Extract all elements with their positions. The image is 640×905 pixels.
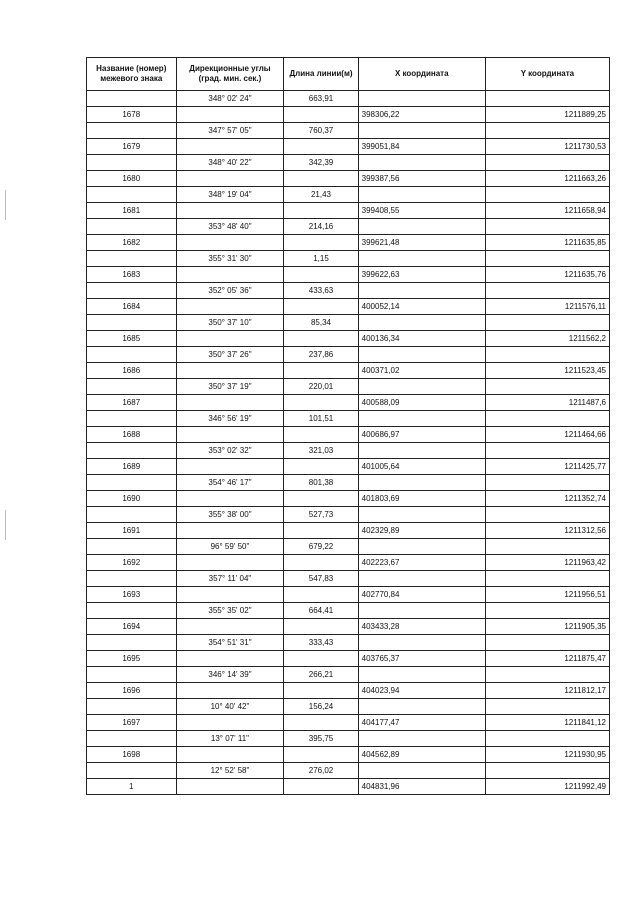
point-row — [87, 715, 610, 731]
y-coordinate: 1211930,95 — [485, 747, 609, 763]
length-cell — [284, 427, 358, 443]
angle-cell — [176, 587, 284, 603]
x-cell — [358, 443, 485, 459]
x-cell — [358, 283, 485, 299]
line-length: 527,73 — [284, 507, 358, 523]
point-row — [87, 427, 610, 443]
direction-angle: 355° 35' 02" — [176, 603, 284, 619]
point-mark: 1679 — [87, 139, 177, 155]
length-cell — [284, 651, 358, 667]
y-coordinate: 1211464,66 — [485, 427, 609, 443]
line-length: 342,39 — [284, 155, 358, 171]
point-row — [87, 587, 610, 603]
x-coordinate: 403765,37 — [358, 651, 485, 667]
y-coordinate: 1211658,94 — [485, 203, 609, 219]
mark-cell — [87, 187, 177, 203]
length-cell — [284, 683, 358, 699]
segment-row — [87, 315, 610, 331]
x-coordinate: 401005,64 — [358, 459, 485, 475]
length-cell — [284, 299, 358, 315]
direction-angle: 350° 37' 10" — [176, 315, 284, 331]
angle-cell — [176, 107, 284, 123]
point-mark: 1693 — [87, 587, 177, 603]
x-cell — [358, 763, 485, 779]
x-coordinate: 400052,14 — [358, 299, 485, 315]
length-cell — [284, 267, 358, 283]
y-cell — [485, 443, 609, 459]
point-row — [87, 395, 610, 411]
y-coordinate: 1211841,12 — [485, 715, 609, 731]
line-length: 760,37 — [284, 123, 358, 139]
point-row — [87, 747, 610, 763]
y-coordinate: 1211875,47 — [485, 651, 609, 667]
mark-cell — [87, 539, 177, 555]
x-coordinate: 400371,02 — [358, 363, 485, 379]
segment-row — [87, 731, 610, 747]
mark-cell — [87, 571, 177, 587]
line-length: 433,63 — [284, 283, 358, 299]
x-cell — [358, 571, 485, 587]
table-body — [87, 91, 610, 795]
angle-cell — [176, 779, 284, 795]
mark-cell — [87, 219, 177, 235]
direction-angle: 348° 19' 04" — [176, 187, 284, 203]
x-coordinate: 404023,94 — [358, 683, 485, 699]
segment-row — [87, 635, 610, 651]
mark-cell — [87, 155, 177, 171]
direction-angle: 353° 48' 40" — [176, 219, 284, 235]
line-length: 801,38 — [284, 475, 358, 491]
table-header — [87, 58, 610, 91]
point-row — [87, 491, 610, 507]
y-coordinate: 1211635,76 — [485, 267, 609, 283]
x-cell — [358, 699, 485, 715]
length-cell — [284, 747, 358, 763]
x-cell — [358, 251, 485, 267]
point-row — [87, 555, 610, 571]
y-cell — [485, 123, 609, 139]
x-coordinate: 404831,96 — [358, 779, 485, 795]
segment-row — [87, 187, 610, 203]
direction-angle: 10° 40' 42" — [176, 699, 284, 715]
x-cell — [358, 347, 485, 363]
direction-angle: 353° 02' 32" — [176, 443, 284, 459]
y-cell — [485, 699, 609, 715]
x-coordinate: 399408,55 — [358, 203, 485, 219]
segment-row — [87, 123, 610, 139]
y-cell — [485, 91, 609, 107]
scan-mark — [5, 190, 6, 220]
x-coordinate: 404177,47 — [358, 715, 485, 731]
direction-angle: 348° 40' 22" — [176, 155, 284, 171]
x-cell — [358, 475, 485, 491]
x-cell — [358, 123, 485, 139]
y-coordinate: 1211487,6 — [485, 395, 609, 411]
y-cell — [485, 475, 609, 491]
mark-cell — [87, 379, 177, 395]
header-x: X координата — [358, 58, 485, 91]
angle-cell — [176, 619, 284, 635]
line-length: 214,16 — [284, 219, 358, 235]
mark-cell — [87, 443, 177, 459]
angle-cell — [176, 331, 284, 347]
length-cell — [284, 171, 358, 187]
segment-row — [87, 443, 610, 459]
segment-row — [87, 571, 610, 587]
point-row — [87, 107, 610, 123]
y-coordinate: 1211812,17 — [485, 683, 609, 699]
y-coordinate: 1211663,26 — [485, 171, 609, 187]
segment-row — [87, 699, 610, 715]
direction-angle: 347° 57' 05" — [176, 123, 284, 139]
line-length: 547,83 — [284, 571, 358, 587]
direction-angle: 13° 07' 11" — [176, 731, 284, 747]
angle-cell — [176, 171, 284, 187]
line-length: 664,41 — [284, 603, 358, 619]
segment-row — [87, 251, 610, 267]
angle-cell — [176, 235, 284, 251]
x-coordinate: 402329,89 — [358, 523, 485, 539]
segment-row — [87, 411, 610, 427]
length-cell — [284, 523, 358, 539]
length-cell — [284, 331, 358, 347]
point-row — [87, 299, 610, 315]
mark-cell — [87, 123, 177, 139]
point-mark: 1683 — [87, 267, 177, 283]
point-row — [87, 779, 610, 795]
segment-row — [87, 475, 610, 491]
y-cell — [485, 187, 609, 203]
angle-cell — [176, 139, 284, 155]
point-mark: 1 — [87, 779, 177, 795]
mark-cell — [87, 251, 177, 267]
point-mark: 1680 — [87, 171, 177, 187]
segment-row — [87, 283, 610, 299]
line-length: 679,22 — [284, 539, 358, 555]
point-row — [87, 459, 610, 475]
x-cell — [358, 731, 485, 747]
angle-cell — [176, 715, 284, 731]
angle-cell — [176, 427, 284, 443]
mark-cell — [87, 635, 177, 651]
boundary-points-table — [86, 57, 610, 795]
x-coordinate: 402223,67 — [358, 555, 485, 571]
y-cell — [485, 539, 609, 555]
y-coordinate: 1211635,85 — [485, 235, 609, 251]
point-mark: 1686 — [87, 363, 177, 379]
y-cell — [485, 411, 609, 427]
angle-cell — [176, 747, 284, 763]
length-cell — [284, 139, 358, 155]
x-coordinate: 400686,97 — [358, 427, 485, 443]
y-coordinate: 1211562,2 — [485, 331, 609, 347]
y-coordinate: 1211312,56 — [485, 523, 609, 539]
y-cell — [485, 379, 609, 395]
point-row — [87, 267, 610, 283]
point-mark: 1687 — [87, 395, 177, 411]
y-coordinate: 1211523,45 — [485, 363, 609, 379]
point-row — [87, 651, 610, 667]
header-mark: Название (номер) межевого знака — [87, 58, 177, 91]
x-coordinate: 400136,34 — [358, 331, 485, 347]
angle-cell — [176, 459, 284, 475]
angle-cell — [176, 299, 284, 315]
point-mark: 1684 — [87, 299, 177, 315]
point-mark: 1682 — [87, 235, 177, 251]
point-mark: 1689 — [87, 459, 177, 475]
mark-cell — [87, 347, 177, 363]
direction-angle: 352° 05' 36" — [176, 283, 284, 299]
y-cell — [485, 731, 609, 747]
point-row — [87, 203, 610, 219]
x-coordinate: 402770,84 — [358, 587, 485, 603]
y-coordinate: 1211576,11 — [485, 299, 609, 315]
segment-row — [87, 667, 610, 683]
x-coordinate: 399387,56 — [358, 171, 485, 187]
direction-angle: 355° 31' 30" — [176, 251, 284, 267]
direction-angle: 346° 56' 19" — [176, 411, 284, 427]
x-cell — [358, 603, 485, 619]
y-coordinate: 1211425,77 — [485, 459, 609, 475]
point-row — [87, 363, 610, 379]
angle-cell — [176, 651, 284, 667]
direction-angle: 12° 52' 58" — [176, 763, 284, 779]
segment-row — [87, 763, 610, 779]
x-cell — [358, 315, 485, 331]
point-mark: 1698 — [87, 747, 177, 763]
point-row — [87, 171, 610, 187]
x-cell — [358, 507, 485, 523]
point-mark: 1690 — [87, 491, 177, 507]
mark-cell — [87, 699, 177, 715]
point-mark: 1678 — [87, 107, 177, 123]
length-cell — [284, 587, 358, 603]
length-cell — [284, 107, 358, 123]
angle-cell: 348° 02' 24" — [176, 91, 284, 107]
mark-cell — [87, 731, 177, 747]
line-length: 333,43 — [284, 635, 358, 651]
header-length: Длина линии(м) — [284, 58, 358, 91]
point-mark: 1695 — [87, 651, 177, 667]
segment-row — [87, 379, 610, 395]
y-cell — [485, 635, 609, 651]
line-length: 395,75 — [284, 731, 358, 747]
segment-row — [87, 539, 610, 555]
header-angle: Дирекционные углы (град. мин. сек.) — [176, 58, 284, 91]
direction-angle: 350° 37' 19" — [176, 379, 284, 395]
angle-cell — [176, 683, 284, 699]
x-cell — [358, 187, 485, 203]
x-cell — [358, 411, 485, 427]
x-coordinate: 400588,09 — [358, 395, 485, 411]
x-cell — [358, 219, 485, 235]
length-cell — [284, 363, 358, 379]
point-mark: 1697 — [87, 715, 177, 731]
x-coordinate: 399051,84 — [358, 139, 485, 155]
mark-cell — [87, 315, 177, 331]
line-length: 220,01 — [284, 379, 358, 395]
y-cell — [485, 347, 609, 363]
mark-cell — [87, 91, 177, 107]
segment-row — [87, 219, 610, 235]
x-coordinate: 398306,22 — [358, 107, 485, 123]
length-cell — [284, 395, 358, 411]
line-length: 321,03 — [284, 443, 358, 459]
mark-cell — [87, 667, 177, 683]
scan-mark — [5, 510, 6, 540]
y-cell — [485, 315, 609, 331]
point-mark: 1681 — [87, 203, 177, 219]
y-cell — [485, 219, 609, 235]
x-cell — [358, 155, 485, 171]
segment-row — [87, 603, 610, 619]
y-coordinate: 1211992,49 — [485, 779, 609, 795]
y-coordinate: 1211963,42 — [485, 555, 609, 571]
y-cell — [485, 507, 609, 523]
point-row — [87, 235, 610, 251]
y-cell — [485, 603, 609, 619]
header-row — [87, 58, 610, 91]
angle-cell — [176, 555, 284, 571]
x-coordinate: 404562,89 — [358, 747, 485, 763]
y-coordinate: 1211352,74 — [485, 491, 609, 507]
direction-angle: 357° 11' 04" — [176, 571, 284, 587]
mark-cell — [87, 411, 177, 427]
y-cell — [485, 571, 609, 587]
x-cell — [358, 667, 485, 683]
y-cell — [485, 667, 609, 683]
point-mark: 1685 — [87, 331, 177, 347]
length-cell: 663,91 — [284, 91, 358, 107]
point-mark: 1694 — [87, 619, 177, 635]
line-length: 101,51 — [284, 411, 358, 427]
line-length: 266,21 — [284, 667, 358, 683]
length-cell — [284, 779, 358, 795]
y-coordinate: 1211889,25 — [485, 107, 609, 123]
line-length: 237,86 — [284, 347, 358, 363]
x-coordinate: 401803,69 — [358, 491, 485, 507]
segment-row — [87, 507, 610, 523]
direction-angle: 354° 51' 31" — [176, 635, 284, 651]
y-cell — [485, 763, 609, 779]
line-length: 156,24 — [284, 699, 358, 715]
point-row — [87, 331, 610, 347]
point-mark: 1688 — [87, 427, 177, 443]
y-coordinate: 1211730,53 — [485, 139, 609, 155]
direction-angle: 355° 38' 00" — [176, 507, 284, 523]
mark-cell — [87, 763, 177, 779]
point-mark: 1691 — [87, 523, 177, 539]
length-cell — [284, 235, 358, 251]
angle-cell — [176, 267, 284, 283]
x-coordinate: 399622,63 — [358, 267, 485, 283]
point-mark: 1692 — [87, 555, 177, 571]
angle-cell — [176, 363, 284, 379]
angle-cell — [176, 395, 284, 411]
length-cell — [284, 491, 358, 507]
length-cell — [284, 555, 358, 571]
length-cell — [284, 715, 358, 731]
mark-cell — [87, 283, 177, 299]
point-row — [87, 139, 610, 155]
line-length: 85,34 — [284, 315, 358, 331]
x-coordinate: 399621,48 — [358, 235, 485, 251]
header-y: Y координата — [485, 58, 609, 91]
angle-cell — [176, 203, 284, 219]
point-mark: 1696 — [87, 683, 177, 699]
y-cell — [485, 251, 609, 267]
y-coordinate: 1211905,35 — [485, 619, 609, 635]
direction-angle: 96° 59' 50" — [176, 539, 284, 555]
segment-row — [87, 91, 610, 107]
mark-cell — [87, 603, 177, 619]
x-cell — [358, 379, 485, 395]
line-length: 21,43 — [284, 187, 358, 203]
angle-cell — [176, 523, 284, 539]
x-cell — [358, 91, 485, 107]
x-cell — [358, 635, 485, 651]
direction-angle: 350° 37' 26" — [176, 347, 284, 363]
length-cell — [284, 203, 358, 219]
point-row — [87, 523, 610, 539]
y-cell — [485, 155, 609, 171]
mark-cell — [87, 475, 177, 491]
line-length: 1,15 — [284, 251, 358, 267]
segment-row — [87, 347, 610, 363]
direction-angle: 354° 46' 17" — [176, 475, 284, 491]
point-row — [87, 619, 610, 635]
point-row — [87, 683, 610, 699]
mark-cell — [87, 507, 177, 523]
y-cell — [485, 283, 609, 299]
direction-angle: 346° 14' 39" — [176, 667, 284, 683]
angle-cell — [176, 491, 284, 507]
x-cell — [358, 539, 485, 555]
length-cell — [284, 619, 358, 635]
y-coordinate: 1211956,51 — [485, 587, 609, 603]
segment-row — [87, 155, 610, 171]
line-length: 276,02 — [284, 763, 358, 779]
x-coordinate: 403433,28 — [358, 619, 485, 635]
length-cell — [284, 459, 358, 475]
